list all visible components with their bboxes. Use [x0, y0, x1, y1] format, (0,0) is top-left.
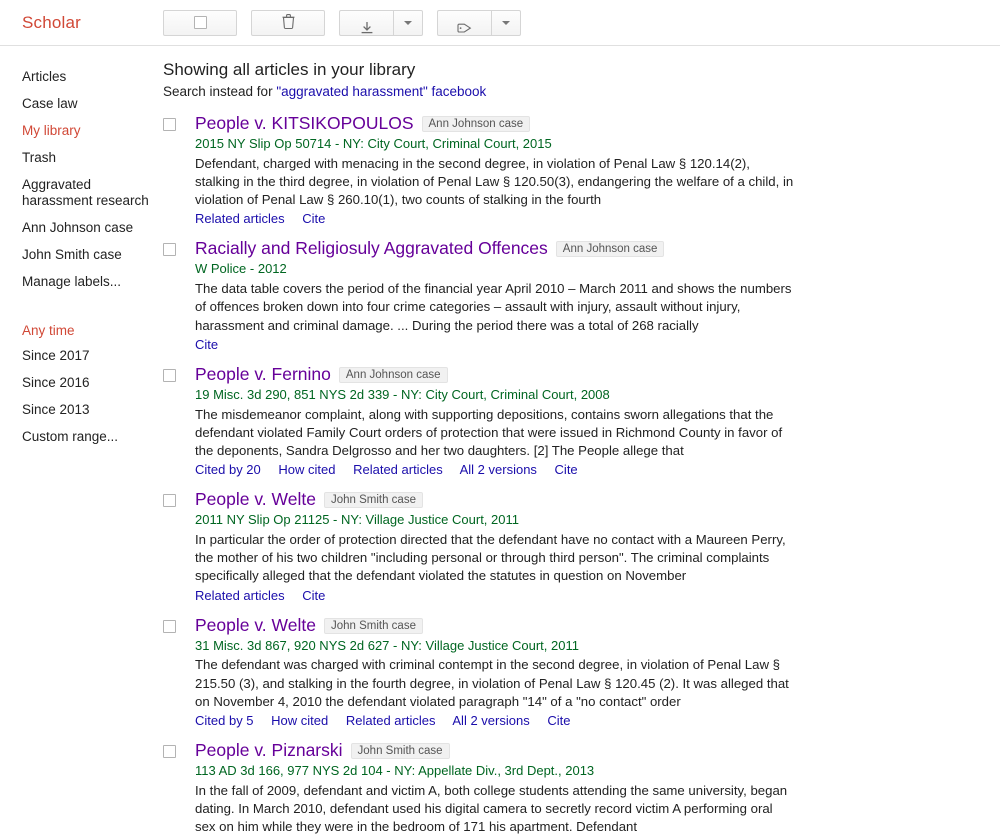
result-label-chip[interactable]: Ann Johnson case — [556, 241, 665, 257]
sidebar-item-articles[interactable]: Articles — [22, 69, 67, 84]
delete-button[interactable] — [251, 10, 325, 36]
sidebar-item-since-2013[interactable]: Since 2013 — [22, 401, 90, 417]
related-articles-link[interactable]: Related articles — [195, 587, 285, 603]
sidebar-item-ann-johnson-case[interactable]: Ann Johnson case — [22, 220, 134, 236]
result-checkbox[interactable] — [163, 620, 176, 633]
sidebar-item-since-2017[interactable]: Since 2017 — [22, 347, 90, 363]
search-instead-suffix-link[interactable]: facebook — [427, 84, 487, 99]
result-title-link[interactable]: People v. Welte — [195, 489, 316, 510]
result-checkbox-cell — [163, 740, 195, 836]
result-checkbox-cell — [163, 615, 195, 728]
label-icon — [457, 21, 472, 38]
sidebar-divider — [0, 296, 163, 318]
search-instead-prefix: Search instead for — [163, 84, 277, 99]
result-citation: 2011 NY Slip Op 21125 - NY: Village Justice Court, 2011 — [195, 512, 519, 528]
all-versions-link[interactable]: All 2 versions — [452, 713, 530, 729]
result-title-line — [195, 238, 1000, 260]
result-checkbox[interactable] — [163, 494, 176, 507]
result-citation: 31 Misc. 3d 867, 920 NYS 2d 627 - NY: Village Justice Court, 2011 — [195, 637, 579, 653]
result-item — [163, 615, 1000, 728]
result-checkbox[interactable] — [163, 369, 176, 382]
result-citation: 19 Misc. 3d 290, 851 NYS 2d 339 - NY: City Court, Criminal Court, 2008 — [195, 386, 610, 402]
sidebar-item-case-law[interactable]: Case law — [22, 95, 78, 111]
cited-by-link[interactable]: Cited by 5 — [195, 713, 254, 729]
download-dropdown-button[interactable] — [393, 10, 423, 36]
result-title-line — [195, 113, 1000, 135]
label-dropdown-button[interactable] — [491, 10, 521, 36]
result-snippet: In the fall of 2009, defendant and victim A, both college students attending the same university, began dating. In March 2010, defendant used his digital camera to secretly record victim A performing oral sex on him while they were in the bedroom of 171 his apartment. Defendant — [195, 782, 788, 835]
showing-heading: Showing all articles in your library — [163, 60, 416, 79]
result-checkbox-cell — [163, 489, 195, 602]
cited-by-link[interactable]: Cited by 20 — [195, 462, 261, 478]
result-checkbox[interactable] — [163, 243, 176, 256]
result-title-line — [195, 489, 1000, 511]
result-label-chip[interactable]: Ann Johnson case — [422, 116, 531, 132]
result-links — [195, 588, 1000, 603]
sidebar-item-john-smith-case[interactable]: John Smith case — [22, 247, 122, 263]
result-title-line — [195, 740, 1000, 762]
result-body — [195, 489, 1000, 602]
result-checkbox-cell — [163, 364, 195, 477]
result-body — [195, 238, 1000, 351]
result-item — [163, 489, 1000, 602]
action-toolbar — [163, 10, 521, 36]
result-label-chip[interactable]: John Smith case — [324, 492, 423, 508]
download-icon — [360, 21, 374, 38]
result-checkbox-cell — [163, 113, 195, 226]
label-button[interactable] — [437, 10, 491, 36]
cite-link[interactable]: Cite — [554, 462, 578, 478]
result-title-link[interactable]: People v. Piznarski — [195, 740, 343, 761]
all-versions-link[interactable]: All 2 versions — [459, 462, 537, 478]
sidebar-item-custom-range[interactable]: Custom range... — [22, 428, 119, 444]
result-citation: 2015 NY Slip Op 50714 - NY: City Court, Criminal Court, 2015 — [195, 135, 552, 151]
result-citation: W Police - 2012 — [195, 261, 287, 277]
result-citation: 113 AD 3d 166, 977 NYS 2d 104 - NY: Appellate Div., 3rd Dept., 2013 — [195, 762, 595, 778]
related-articles-link[interactable]: Related articles — [345, 713, 436, 729]
result-body — [195, 364, 1000, 477]
chevron-down-icon — [502, 21, 510, 25]
cite-link[interactable]: Cite — [547, 713, 571, 729]
select-all-button[interactable] — [163, 10, 237, 36]
result-label-chip[interactable]: John Smith case — [324, 618, 423, 634]
search-instead-line — [163, 84, 1000, 99]
sidebar-item-manage-labels[interactable]: Manage labels... — [22, 274, 122, 289]
label-split-button[interactable] — [437, 10, 521, 36]
result-checkbox[interactable] — [163, 745, 176, 758]
how-cited-link[interactable]: How cited — [271, 713, 329, 729]
page-body — [0, 46, 1000, 835]
result-snippet: The misdemeanor complaint, along with supporting depositions, contains sworn allegations that the defendant violated Family Court orders of protection that were issued in Richmond County in favor of the deponents, Sandra Delgrosso and her two daughters. [2] The People allege that — [195, 406, 783, 459]
select-all-checkbox[interactable] — [194, 16, 207, 29]
result-title-link[interactable]: People v. Fernino — [195, 363, 331, 384]
result-title-link[interactable]: Racially and Religiosuly Aggravated Offences — [195, 238, 548, 259]
result-links — [195, 713, 1000, 728]
result-item — [163, 238, 1000, 351]
result-body — [195, 615, 1000, 728]
results-pane — [163, 46, 1000, 835]
top-toolbar — [0, 0, 1000, 46]
how-cited-link[interactable]: How cited — [278, 462, 336, 478]
result-links — [195, 462, 1000, 477]
download-button[interactable] — [339, 10, 393, 36]
sidebar-item-since-2016[interactable]: Since 2016 — [22, 374, 90, 390]
sidebar-item-aggravated-harassment-research[interactable]: Aggravated harassment research — [22, 176, 149, 209]
scholar-logo[interactable]: Scholar — [22, 12, 82, 32]
related-articles-link[interactable]: Related articles — [353, 462, 443, 478]
chevron-down-icon — [404, 21, 412, 25]
download-split-button[interactable] — [339, 10, 423, 36]
search-instead-quoted-link[interactable]: "aggravated harassment" — [276, 84, 428, 99]
result-title-line — [195, 364, 1000, 386]
result-body — [195, 113, 1000, 226]
result-label-chip[interactable]: Ann Johnson case — [339, 367, 448, 383]
result-links — [195, 337, 1000, 352]
cite-link[interactable]: Cite — [302, 211, 326, 227]
result-body — [195, 740, 1000, 836]
result-item — [163, 364, 1000, 477]
result-links — [195, 211, 1000, 226]
sidebar-item-trash[interactable]: Trash — [22, 149, 57, 165]
result-checkbox[interactable] — [163, 118, 176, 131]
sidebar-item-any-time[interactable]: Any time — [22, 322, 75, 338]
result-snippet: Defendant, charged with menacing in the second degree, in violation of Penal Law § 120.14(2), stalking in the third degree, in violation of Penal Law § 120.50(3), endangering the welfare of a child, in violation of Penal Law § 260.10(1), two counts of stalking in the fourth — [195, 155, 794, 208]
result-item — [163, 740, 1000, 836]
cite-link[interactable]: Cite — [302, 587, 326, 603]
result-snippet: In particular the order of protection directed that the defendant have no contact with a Maureen Perry, the mother of his two children "including personal or through third person". The criminal complaints specifically alleged that the defendant violated the statutes in question on November — [195, 532, 786, 584]
result-label-chip[interactable]: John Smith case — [351, 743, 450, 759]
related-articles-link[interactable]: Related articles — [195, 211, 285, 227]
result-checkbox-cell — [163, 238, 195, 351]
result-title-link[interactable]: People v. KITSIKOPOULOS — [195, 113, 414, 133]
cite-link[interactable]: Cite — [195, 336, 219, 352]
trash-icon — [282, 14, 295, 32]
result-title-line — [195, 615, 1000, 637]
result-item — [163, 113, 1000, 226]
result-snippet: The defendant was charged with criminal contempt in the second degree, in violation of Penal Law § 215.50 (3), and stalking in the fourth degree, in violation of Penal Law § 120.45 (2). It was alleged that on November 4, 2010 the defendant violated paragraph "14" of a "no contact" order — [195, 657, 789, 709]
sidebar — [0, 46, 163, 762]
sidebar-item-my-library[interactable]: My library — [22, 122, 81, 138]
result-title-link[interactable]: People v. Welte — [195, 614, 316, 635]
result-snippet: The data table covers the period of the financial year April 2010 – March 2011 and shows the numbers of offences broken down into four crime categories – assault with injury, assault without injury, harassment and criminal damage. ... During the period there was a total of 268 racially — [195, 281, 792, 333]
